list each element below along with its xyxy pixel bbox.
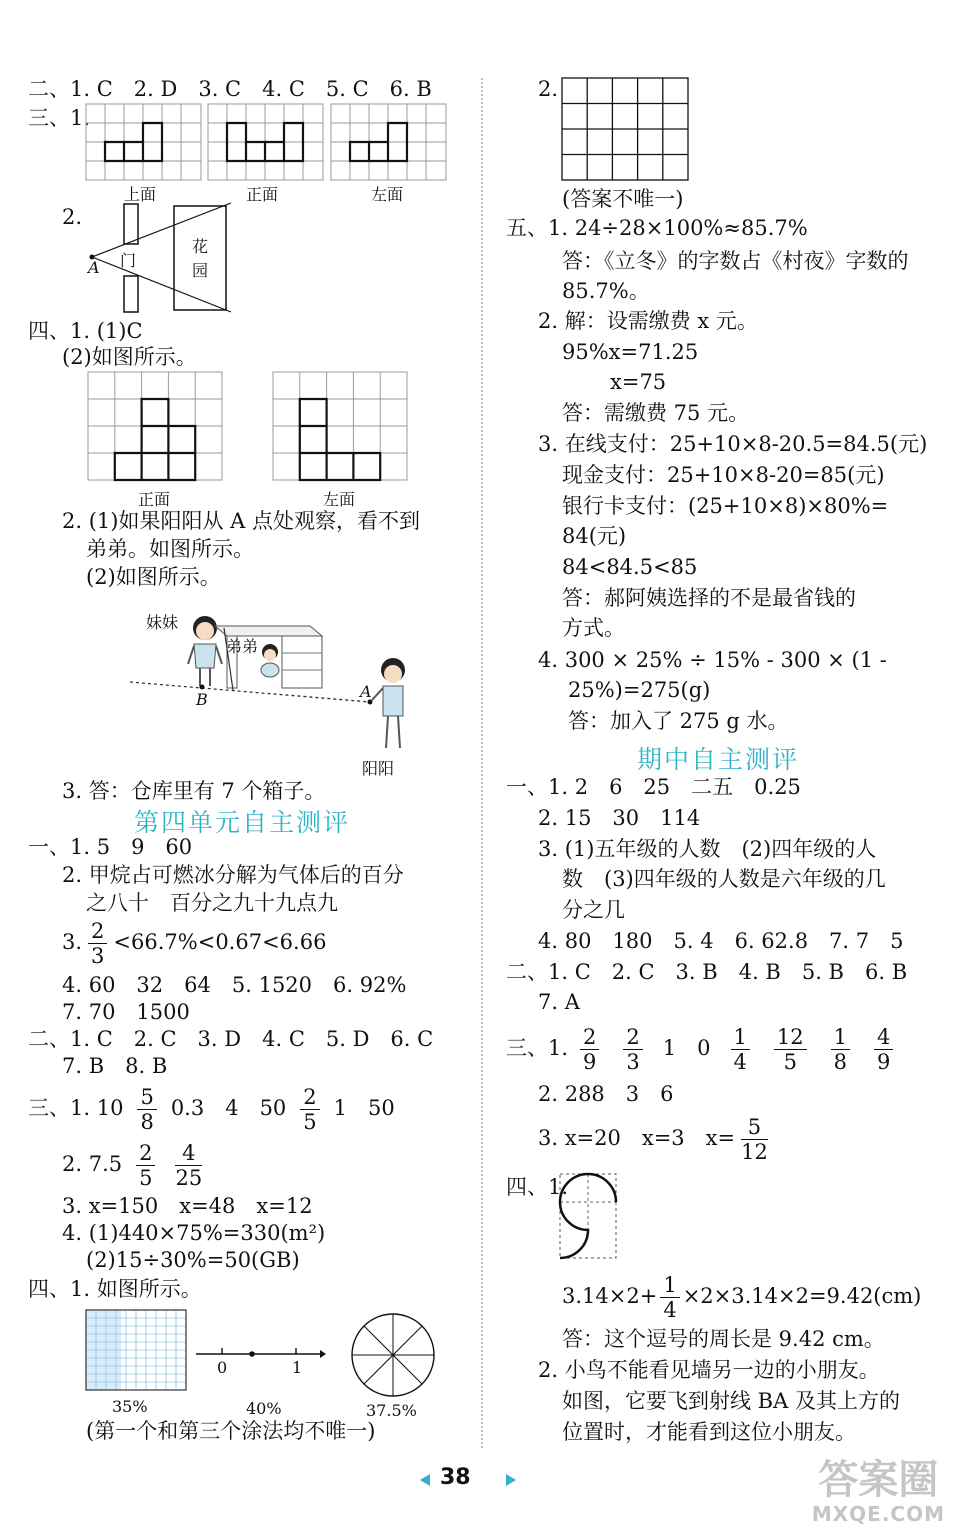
fraction xyxy=(831,1025,850,1074)
section-title: 期中自主测评 xyxy=(637,745,800,774)
view-outline xyxy=(115,399,195,480)
denominator: 9 xyxy=(877,1050,891,1074)
hundred-grid-figure xyxy=(86,1310,188,1392)
prev-triangle-icon xyxy=(420,1474,430,1486)
answer-line: 二、1. C 2. D 3. C 4. C 5. C 6. B xyxy=(28,77,432,101)
answer-line xyxy=(62,1138,208,1190)
sight-line xyxy=(92,257,231,312)
answer-line: 2. xyxy=(62,205,83,229)
answer-line: 一、1. 5 9 60 xyxy=(28,835,193,859)
yangyang-figure xyxy=(372,658,405,748)
door-post-top xyxy=(124,204,138,244)
answer-line: 2. 解：设需缴费 x 元。 xyxy=(538,309,758,333)
answer-line: 二、1. C 2. C 3. B 4. B 5. B 6. B xyxy=(506,960,908,984)
label-b: B xyxy=(196,690,208,709)
numerator: 4 xyxy=(175,1141,202,1166)
answer-line: 之八十 百分之九十九点九 xyxy=(86,891,338,915)
answer-text: 0.3 4 50 xyxy=(170,1096,287,1120)
answer-line xyxy=(562,1270,921,1322)
denominator: 8 xyxy=(140,1110,154,1134)
answer-line: 位置时，才能看到这位小朋友。 xyxy=(562,1420,856,1444)
answer-line: 84<84.5<85 xyxy=(562,555,698,579)
answer-line: 95%x=71.25 xyxy=(562,340,699,364)
answer-line: 方式。 xyxy=(562,616,625,640)
answer-line: 数 (3)四年级的人数是六年级的几 xyxy=(562,867,886,891)
numerator: 1 xyxy=(731,1025,750,1050)
fraction xyxy=(660,1273,679,1322)
fraction xyxy=(731,1025,750,1074)
fraction xyxy=(874,1025,893,1074)
numerator: 5 xyxy=(741,1115,768,1140)
label-sister: 妹妹 xyxy=(146,613,179,632)
label-brother: 弟弟 xyxy=(226,637,259,656)
label-yangyang: 阳阳 xyxy=(362,759,395,778)
answer-text: 1 50 xyxy=(333,1096,395,1120)
point-label: A xyxy=(88,258,100,277)
answer-line: 答：需缴费 75 元。 xyxy=(562,401,750,425)
numerator: 4 xyxy=(874,1025,893,1050)
fraction xyxy=(136,1141,155,1190)
answer-line: 84(元) xyxy=(562,524,627,548)
answer-line: 3. x=150 x=48 x=12 xyxy=(62,1194,313,1218)
answer-line: 3. (1)五年级的人数 (2)四年级的人 xyxy=(538,837,877,861)
answer-line: 4. (1)440×75%=330(m²) xyxy=(62,1221,326,1245)
section-title: 第四单元自主测评 xyxy=(134,808,351,837)
answer-line xyxy=(538,1112,774,1164)
answer-line: 3. 在线支付：25+10×8-20.5=84.5(元) xyxy=(538,432,928,456)
top-view-figure xyxy=(86,104,201,182)
answer-line: 分之几 xyxy=(562,898,625,922)
answer-line: 答：郝阿姨选择的不是最省钱的 xyxy=(562,586,856,610)
answer-line: 三、1. xyxy=(28,106,91,130)
answer-line: 2. 甲烷占可燃冰分解为气体后的百分 xyxy=(62,863,404,887)
caption: 35% xyxy=(112,1397,148,1416)
denominator: 12 xyxy=(741,1140,768,1164)
answer-line: 银行卡支付：(25+10×8)×80%= xyxy=(562,494,889,518)
denominator: 5 xyxy=(783,1050,797,1074)
answer-line: 3. 答：仓库里有 7 个箱子。 xyxy=(62,779,326,803)
denominator: 9 xyxy=(583,1050,597,1074)
left-view-grid xyxy=(273,372,409,482)
tick-label: 0 xyxy=(217,1358,228,1377)
answer-line: 2. (1)如果阳阳从 A 点处观察，看不到 xyxy=(62,509,420,533)
answer-text: 3. x=20 x=3 x= xyxy=(538,1126,736,1150)
left-view-figure xyxy=(331,104,446,182)
column-divider xyxy=(481,78,483,1448)
answer-line: (2)如图所示。 xyxy=(86,565,221,589)
view-outline xyxy=(300,399,380,480)
grid xyxy=(273,372,407,480)
answer-line xyxy=(28,1082,395,1134)
numerator: 2 xyxy=(300,1085,319,1110)
answer-text: 2. 7.5 xyxy=(62,1152,123,1176)
answer-line: 五、1. 24÷28×100%≈85.7% xyxy=(506,216,808,240)
numerator: 5 xyxy=(137,1085,156,1110)
caption: 左面 xyxy=(371,185,404,204)
answer-line: 四、1. (1)C xyxy=(28,319,143,343)
label-a: A xyxy=(360,682,372,701)
numerator: 2 xyxy=(136,1141,155,1166)
fraction xyxy=(774,1025,807,1074)
caption: 正面 xyxy=(246,185,279,204)
answer-line: 二、1. C 2. C 3. D 4. C 5. D 6. C xyxy=(28,1027,434,1051)
answer-line: 25%)=275(g) xyxy=(568,678,711,702)
fraction xyxy=(623,1025,642,1074)
numerator: 2 xyxy=(88,919,107,944)
answer-text: ×2×3.14×2=9.42(cm) xyxy=(682,1284,922,1308)
front-view-figure xyxy=(208,104,323,182)
caption: 正面 xyxy=(138,490,171,509)
caption: 上面 xyxy=(124,185,157,204)
comma-figure xyxy=(560,1174,620,1260)
denominator: 3 xyxy=(91,944,105,968)
answer-text: <66.7%<0.67<6.66 xyxy=(113,930,327,954)
numerator: 2 xyxy=(580,1025,599,1050)
denominator: 3 xyxy=(626,1050,640,1074)
answer-line: 弟弟。如图所示。 xyxy=(86,537,254,561)
caption: 左面 xyxy=(323,490,356,509)
marked-point xyxy=(249,1351,255,1357)
denominator: 4 xyxy=(733,1050,747,1074)
answer-text: 1 0 xyxy=(662,1036,711,1060)
answer-line: (2)如图所示。 xyxy=(62,345,197,369)
answer-line: 4. 80 180 5. 4 6. 62.8 7. 7 5 xyxy=(538,929,904,953)
answer-line: 4. 300 × 25% ÷ 15% - 300 × (1 - xyxy=(538,648,887,672)
next-triangle-icon xyxy=(506,1474,516,1486)
answer-line: 现金支付：25+10×8-20=85(元) xyxy=(562,463,885,487)
answer-line: 答：《立冬》的字数占《村夜》字数的 xyxy=(562,249,909,273)
answer-line: 85.7%。 xyxy=(562,279,650,303)
tick-label: 1 xyxy=(292,1358,303,1377)
answer-line: 2. 小鸟不能看见墙另一边的小朋友。 xyxy=(538,1358,880,1382)
answer-line: 7. A xyxy=(538,990,580,1014)
point-b-dot xyxy=(200,685,205,690)
answer-line: 答：这个逗号的周长是 9.42 cm。 xyxy=(562,1327,885,1351)
answer-line: 四、1. 如图所示。 xyxy=(28,1277,202,1301)
fraction xyxy=(137,1085,156,1134)
answer-line: 四、1. xyxy=(506,1175,569,1199)
garden-label: 花 xyxy=(192,237,209,256)
answer-grid-figure xyxy=(562,78,690,182)
numerator: 1 xyxy=(660,1273,679,1298)
door-garden-figure xyxy=(86,200,236,316)
answer-line: 答：加入了 275 g 水。 xyxy=(568,709,789,733)
answer-line: 2. 15 30 114 xyxy=(538,806,701,830)
denominator: 25 xyxy=(175,1166,203,1190)
fraction xyxy=(300,1085,319,1134)
number-line-figure xyxy=(194,1340,326,1370)
answer-line: 2. xyxy=(538,77,559,101)
fraction xyxy=(580,1025,599,1074)
pie-circle-figure xyxy=(350,1312,436,1398)
item-number: 3. xyxy=(62,930,83,954)
door-post-bottom xyxy=(124,276,138,312)
fraction xyxy=(88,919,107,968)
watermark xyxy=(812,1458,945,1526)
answer-line xyxy=(62,916,326,968)
answer-line: (2)15÷30%=50(GB) xyxy=(86,1248,300,1272)
answer-line: (答案不唯一) xyxy=(562,187,684,211)
answer-line: (第一个和第三个涂法均不唯一) xyxy=(86,1419,376,1443)
page-number: 38 xyxy=(440,1465,471,1490)
arrow-icon xyxy=(320,1350,326,1358)
numerator: 2 xyxy=(623,1025,642,1050)
answer-line: 2. 288 3 6 xyxy=(538,1082,674,1106)
answer-text: 三、1. xyxy=(506,1036,569,1060)
watermark-url: MXQE.COM xyxy=(811,1502,945,1526)
answer-line: 7. 70 1500 xyxy=(62,1000,190,1024)
numerator: 12 xyxy=(774,1025,807,1050)
denominator: 5 xyxy=(139,1166,153,1190)
grid xyxy=(562,78,688,180)
door-label: 门 xyxy=(120,251,137,270)
answer-line: 一、1. 2 6 25 二五 0.25 xyxy=(506,775,801,799)
garden-label: 园 xyxy=(192,261,209,280)
answer-line: 如图，它要飞到射线 BA 及其上方的 xyxy=(562,1389,900,1413)
sector-lines xyxy=(352,1314,434,1396)
fraction xyxy=(741,1115,768,1164)
answer-text: 三、1. 10 xyxy=(28,1096,124,1120)
answer-line: 4. 60 32 64 5. 1520 6. 92% xyxy=(62,973,407,997)
denominator: 4 xyxy=(663,1298,677,1322)
sight-line xyxy=(92,203,231,257)
front-view-grid xyxy=(88,372,224,482)
ground-line xyxy=(130,682,370,702)
denominator: 5 xyxy=(303,1110,317,1134)
answer-line: 7. B 8. B xyxy=(62,1054,168,1078)
numerator: 1 xyxy=(831,1025,850,1050)
caption: 37.5% xyxy=(366,1401,417,1420)
fraction xyxy=(175,1141,202,1190)
watermark-logo: 答案圈 xyxy=(818,1457,939,1503)
brother-figure xyxy=(261,644,279,677)
answer-text: 3.14×2+ xyxy=(562,1284,658,1308)
answer-line xyxy=(506,1022,905,1074)
denominator: 8 xyxy=(833,1050,848,1074)
caption: 40% xyxy=(246,1399,282,1418)
answer-line: x=75 xyxy=(610,370,667,394)
